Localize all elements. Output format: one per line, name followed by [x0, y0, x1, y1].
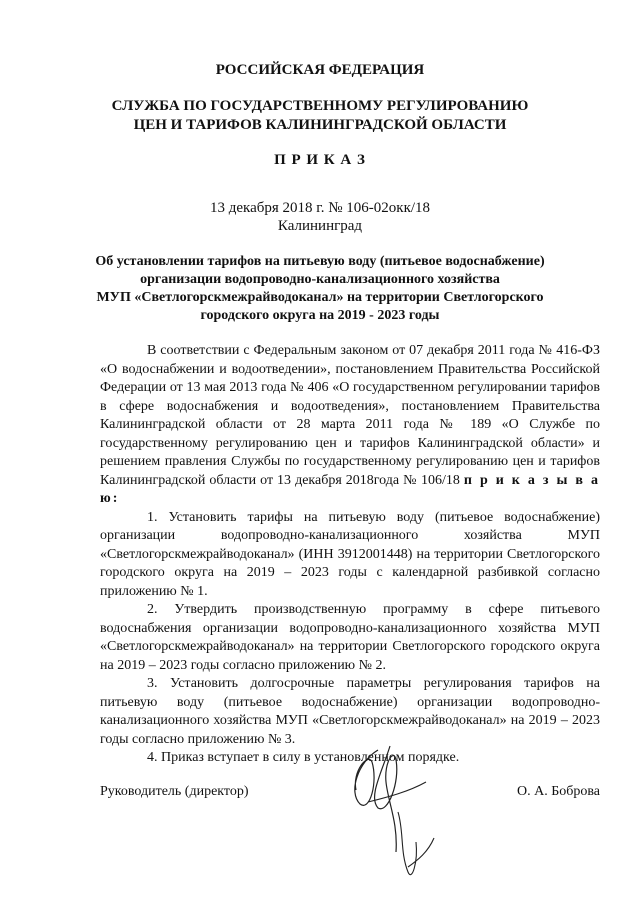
signatory-role: Руководитель (директор) — [100, 784, 249, 799]
title-line1: Об установлении тарифов на питьевую воду (питьевое водоснабжение) — [95, 254, 545, 269]
handwritten-signature — [338, 742, 448, 892]
document-body — [100, 342, 600, 768]
preamble-text: В соответствии с Федеральным законом от 07 декабря 2011 года № 416-ФЗ «О водоснабжении и водоотведении», постановлением Правительства Российской Федерации от 13 мая 2013 года № 406 «О государственном регулировании тарифов в сфере водоснабжения и водоотведения», постановлением Правительства Калининградской области от 28 марта 2011 года № 189 «О Службе по государственному регулированию цен и тарифов Калининградской области» и решением правления Службы по государственному регулированию цен и тарифов Калининградской области от 13 декабря 2018года № 106/18 — [100, 343, 600, 488]
item-3: 3. Установить долгосрочные параметры регулирования тарифов на питьевую воду (питьевое водоснабжение) организации водопроводно-канализационного хозяйства МУП «Светлогорскмежрайводоканал» на 2019 – 2023 годы согласно приложению № 3. — [100, 676, 600, 747]
date-number: 13 декабря 2018 г. № 106-02окк/18 — [209, 200, 431, 216]
signatory-name: О. А. Боброва — [516, 784, 600, 799]
item-4: 4. Приказ вступает в силу в установленном порядке. — [147, 750, 460, 765]
order-word: п р и к а з ы в а ю: — [100, 472, 600, 506]
title-line4: городского округа на 2019 - 2023 годы — [200, 308, 440, 323]
country-heading: РОССИЙСКАЯ ФЕДЕРАЦИЯ — [215, 62, 425, 78]
item-2: 2. Утвердить производственную программу в сфере питьевого водоснабжения организации водопроводно-канализационного хозяйства МУП «Светлогорскмежрайводоканал» на территории Светлогорского городского округа на 2019 – 2023 годы согласно приложению № 2. — [100, 602, 600, 673]
title-line2: организации водопроводно-канализационного хозяйства — [140, 272, 500, 287]
city: Калининград — [277, 218, 363, 234]
agency-heading-line1: СЛУЖБА ПО ГОСУДАРСТВЕННОМУ РЕГУЛИРОВАНИЮ — [111, 98, 529, 114]
agency-heading-line2: ЦЕН И ТАРИФОВ КАЛИНИНГРАДСКОЙ ОБЛАСТИ — [133, 117, 507, 133]
doc-type-heading: П Р И К А З — [274, 152, 366, 168]
preamble-paragraph — [100, 342, 600, 509]
title-line3: МУП «Светлогорскмежрайводоканал» на территории Светлогорского — [96, 290, 544, 305]
item-1: 1. Установить тарифы на питьевую воду (питьевое водоснабжение) организации водопроводно-канализационного хозяйства МУП «Светлогорскмежрайводоканал» (ИНН 3912001448) на территории Светлогорского городского округа на 2019 – 2023 годы с календарной разбивкой согласно приложению № 1. — [100, 509, 600, 599]
